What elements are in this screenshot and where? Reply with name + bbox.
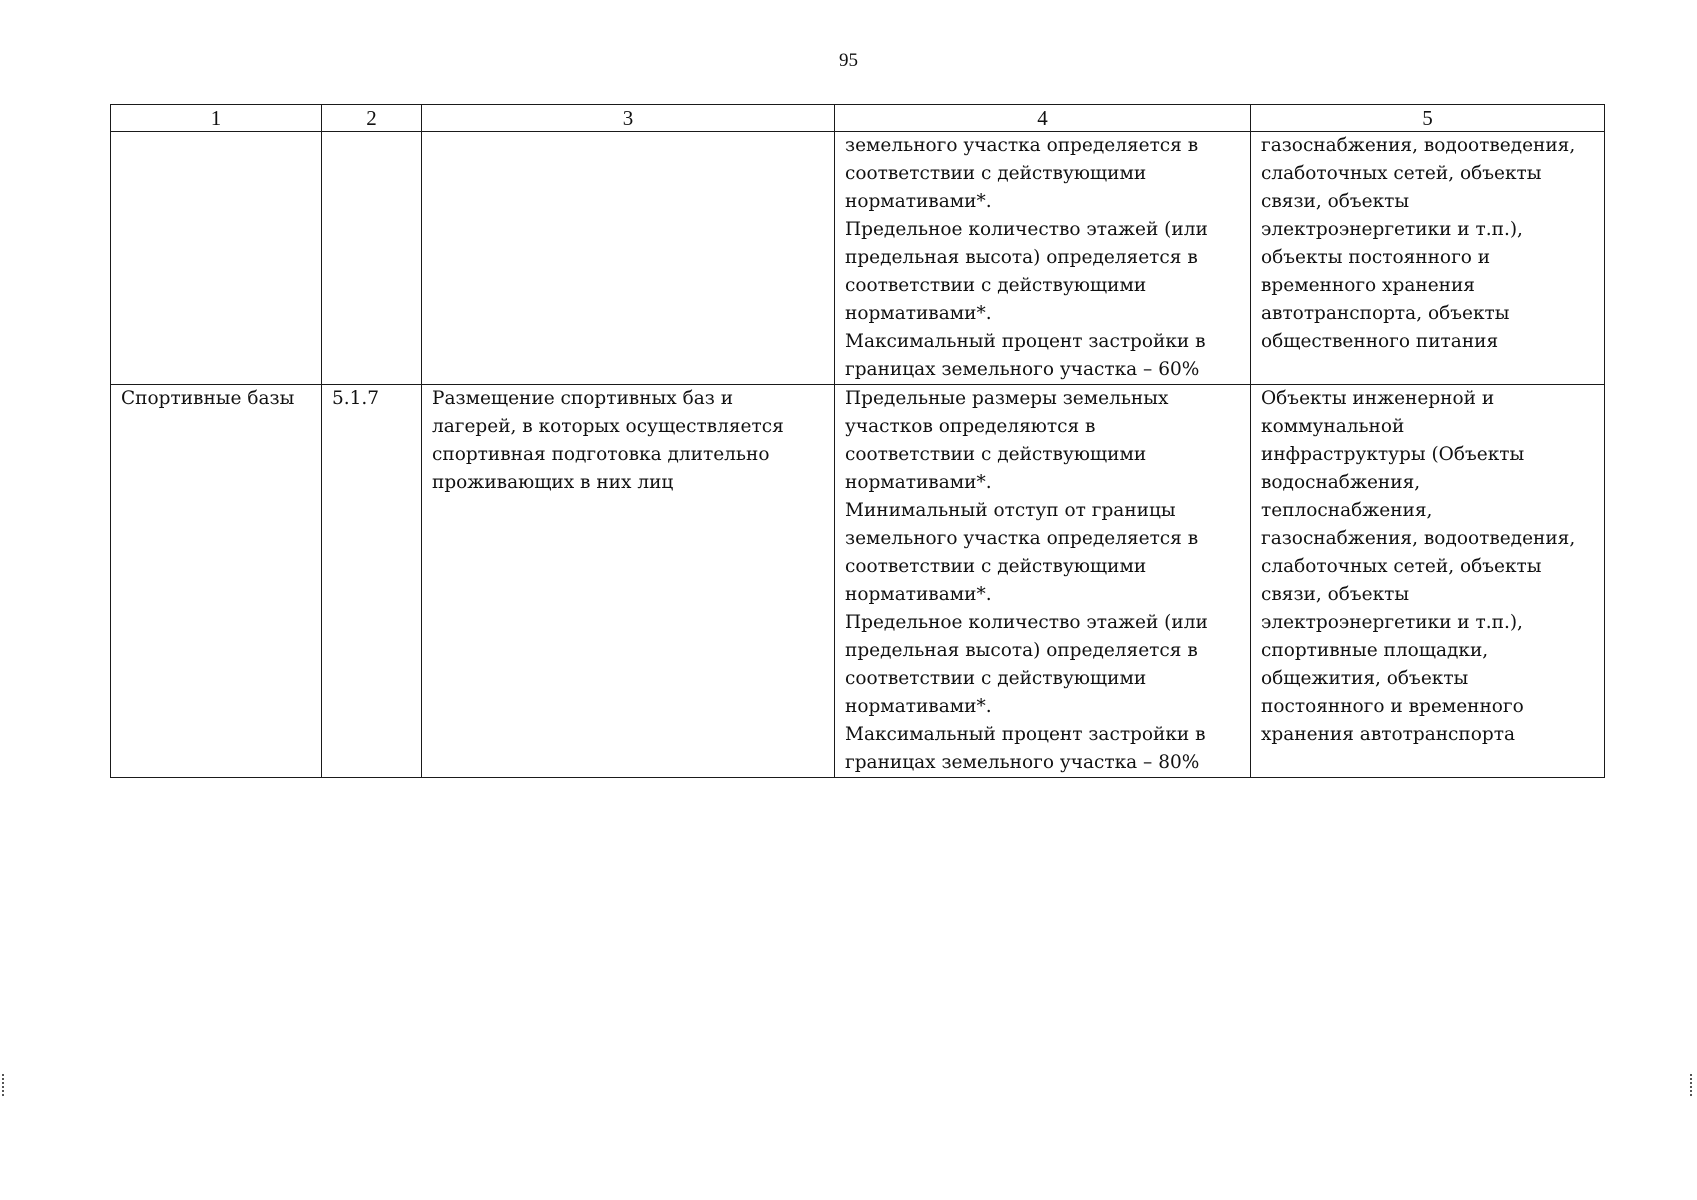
- cell-text-line: соответствии с действующими: [845, 163, 1147, 184]
- table-cell-col2: [322, 385, 422, 778]
- cell-text-line: предельная высота) определяется в: [845, 247, 1198, 268]
- column-header-3: 3: [422, 105, 835, 132]
- cell-text-line: Максимальный процент застройки в: [845, 724, 1206, 745]
- table-row: [111, 132, 1605, 385]
- cell-text-line: газоснабжения, водоотведения,: [1261, 135, 1576, 156]
- table-row: [111, 385, 1605, 778]
- cell-text-line: предельная высота) определяется в: [845, 640, 1198, 661]
- table-cell-col3: [422, 132, 835, 385]
- column-header-4: 4: [835, 105, 1251, 132]
- table-cell-col1: [111, 132, 322, 385]
- cell-text-line: Предельные размеры земельных: [845, 388, 1169, 409]
- cell-text-line: земельного участка определяется в: [845, 135, 1199, 156]
- table-cell-col3: [422, 385, 835, 778]
- cell-text-line: автотранспорта, объекты: [1261, 303, 1510, 324]
- cell-text-line: коммунальной: [1261, 416, 1405, 437]
- cell-text-line: спортивные площадки,: [1261, 640, 1489, 661]
- cell-text-line: общественного питания: [1261, 331, 1499, 352]
- column-header-2: 2: [322, 105, 422, 132]
- cell-text-line: нормативами*.: [845, 584, 992, 605]
- cell-text-line: связи, объекты: [1261, 584, 1410, 605]
- table-cell-col1: [111, 385, 322, 778]
- cell-text-line: соответствии с действующими: [845, 668, 1147, 689]
- table-cell-col2: [322, 132, 422, 385]
- cell-text-line: связи, объекты: [1261, 191, 1410, 212]
- cell-text-line: общежития, объекты: [1261, 668, 1469, 689]
- cell-text-line: соответствии с действующими: [845, 444, 1147, 465]
- cell-text-line: нормативами*.: [845, 191, 992, 212]
- right-edge-mark: [1690, 1074, 1695, 1096]
- cell-text-line: Объекты инженерной и: [1261, 388, 1495, 409]
- cell-text-line: объекты постоянного и: [1261, 247, 1491, 268]
- cell-text-line: нормативами*.: [845, 472, 992, 493]
- table-cell-col5: [1251, 132, 1605, 385]
- cell-text-line: Минимальный отступ от границы: [845, 500, 1176, 521]
- cell-text-line: лагерей, в которых осуществляется: [432, 416, 784, 437]
- cell-text-line: границах земельного участка – 80%: [845, 752, 1200, 773]
- table-header-row: [111, 105, 1605, 132]
- cell-text-line: газоснабжения, водоотведения,: [1261, 528, 1576, 549]
- cell-text-line: слаботочных сетей, объекты: [1261, 556, 1542, 577]
- column-header-1: 1: [111, 105, 322, 132]
- cell-text-line: хранения автотранспорта: [1261, 724, 1515, 745]
- cell-text-line: соответствии с действующими: [845, 275, 1147, 296]
- page-number: 95: [839, 50, 858, 71]
- cell-text-line: границах земельного участка – 60%: [845, 359, 1200, 380]
- cell-text-line: водоснабжения,: [1261, 472, 1421, 493]
- cell-text: 5.1.7: [332, 388, 380, 409]
- table-cell-col4: [835, 385, 1251, 778]
- cell-text-line: Максимальный процент застройки в: [845, 331, 1206, 352]
- cell-text-line: Предельное количество этажей (или: [845, 219, 1208, 240]
- table-cell-col5: [1251, 385, 1605, 778]
- table-cell-col4: [835, 132, 1251, 385]
- land-use-table: [110, 104, 1605, 778]
- cell-text-line: Предельное количество этажей (или: [845, 612, 1208, 633]
- cell-text-line: нормативами*.: [845, 696, 992, 717]
- cell-text-line: инфраструктуры (Объекты: [1261, 444, 1525, 465]
- cell-text-line: электроэнергетики и т.п.),: [1261, 612, 1523, 633]
- table-body: [111, 132, 1605, 778]
- cell-text-line: Размещение спортивных баз и: [432, 388, 734, 409]
- cell-text-line: теплоснабжения,: [1261, 500, 1433, 521]
- cell-text-line: спортивная подготовка длительно: [432, 444, 770, 465]
- cell-text-line: постоянного и временного: [1261, 696, 1524, 717]
- cell-text-line: слаботочных сетей, объекты: [1261, 163, 1542, 184]
- cell-text: Спортивные базы: [121, 388, 295, 409]
- cell-text-line: земельного участка определяется в: [845, 528, 1199, 549]
- cell-text-line: проживающих в них лиц: [432, 472, 674, 493]
- cell-text-line: участков определяются в: [845, 416, 1096, 437]
- left-edge-mark: [2, 1074, 7, 1096]
- cell-text-line: электроэнергетики и т.п.),: [1261, 219, 1523, 240]
- cell-text-line: соответствии с действующими: [845, 556, 1147, 577]
- cell-text-line: временного хранения: [1261, 275, 1475, 296]
- cell-text-line: нормативами*.: [845, 303, 992, 324]
- column-header-5: 5: [1251, 105, 1605, 132]
